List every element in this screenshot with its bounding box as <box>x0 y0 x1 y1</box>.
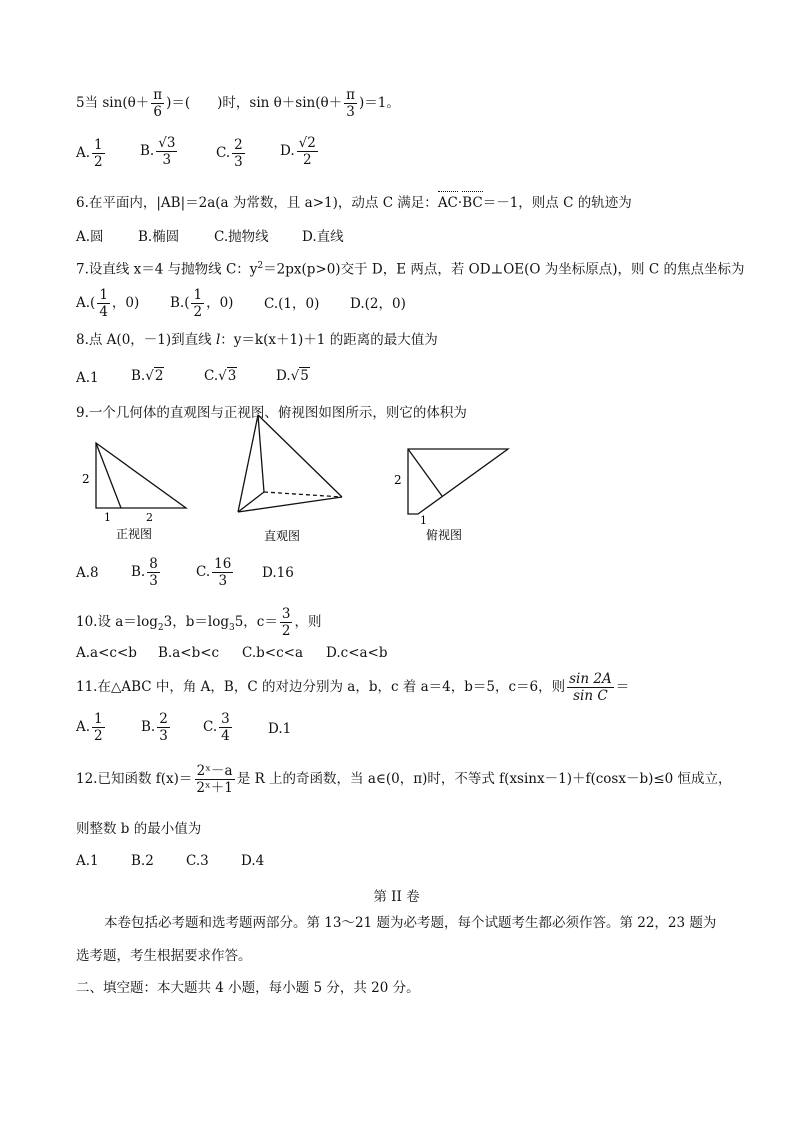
top-view-outline <box>408 449 508 514</box>
q8-option-c: C.√3 <box>204 368 237 384</box>
q5-option-b: B. $\frac{√3}{3}$ <box>140 135 176 169</box>
part2-intro-line2: 选考题，考生根据要求作答。 <box>76 948 252 964</box>
vector-bc: BC <box>462 197 483 211</box>
q7-stem: 7.设直线 x＝4 与抛物线 C：$y^2=2px(p>0)$交于 D，E 两点，若 OD⊥OE(O 为坐标原点)，则 C 的焦点坐标为 <box>76 261 745 278</box>
q12-option-a: A.1 <box>76 853 99 869</box>
q9-option-d: D.16 <box>262 565 294 581</box>
q7-option-a: A.( $\frac{1}{4}$ ，0) <box>76 287 140 321</box>
q12-option-c: C.3 <box>186 853 209 869</box>
top-view-figure <box>390 446 520 546</box>
pi-over-3: $\frac{\pi}{3}$ <box>346 87 355 121</box>
fill-in-section-heading: 二、填空题：本大题共 4 小题，每小题 5 分，共 20 分。 <box>76 980 420 996</box>
perspective-view-figure <box>230 410 350 545</box>
q5-option-c: C. $\frac{2}{3}$ <box>216 137 243 171</box>
q10-stem: 10.设 $a=\log_23$，$b=\log_35$，c＝ $\frac{3}{2}$ ，则 <box>76 606 322 640</box>
q10-option-b: B.a<b<c <box>158 645 220 661</box>
top-view-caption: 俯视图 <box>426 528 463 542</box>
front-view-outline <box>96 443 186 508</box>
q6-stem: 6.在平面内，|AB|＝2a(a 为常数，且 a>1)，动点 C 满足： AC· BC＝－1，则点 C 的轨迹为 <box>76 197 632 211</box>
top-view-height-label: 2 <box>394 473 402 487</box>
q6-option-d: D.直线 <box>302 229 344 245</box>
q9-option-a: A.8 <box>76 565 99 581</box>
q9-option-b: B. $\frac{8}{3}$ <box>131 556 158 590</box>
q7-option-c: C.(1，0) <box>264 296 320 312</box>
q6-option-c: C.抛物线 <box>214 229 269 245</box>
q12-option-d: D.4 <box>241 853 265 869</box>
front-view-figure <box>76 438 196 543</box>
q10-option-c: C.b<c<a <box>242 645 304 661</box>
q11-stem: 11.在△ABC 中，角 A，B，C 的对边分别为 a，b，c 着 a＝4，b＝5，c＝6，则 $\frac{\sin 2A}{\text{sin C}}$ ＝ <box>76 671 630 705</box>
q8-option-b: B.√2 <box>131 368 164 384</box>
vector-ac: AC <box>438 197 458 211</box>
q10-option-a: A.a<c<b <box>76 645 137 661</box>
top-view-inner-edge <box>408 449 442 496</box>
q10-option-d: D.c<a<b <box>326 645 388 661</box>
q12-stem-cont: 则整数 b 的最小值为 <box>76 821 202 837</box>
q7-option-b: B.( $\frac{1}{2}$ ，0) <box>170 287 234 321</box>
front-view-height-label: 2 <box>82 472 90 486</box>
pi-over-6: $\frac{\pi}{6}$ <box>153 87 163 121</box>
top-view-b1-label: 1 <box>420 514 427 527</box>
front-view-caption: 正视图 <box>116 527 153 541</box>
q11-option-b: B. $\frac{2}{3}$ <box>141 711 168 745</box>
q9-stem: 9.一个几何体的直观图与正视图、俯视图如图所示，则它的体积为 <box>76 405 467 421</box>
q5-stem: 5当 sin(θ＋ $\frac{\pi}{6}$ )＝( )时，sin θ＋sin(θ＋ $\frac{\pi}{3}$ )＝1。 <box>76 87 400 121</box>
q8-option-d: D.√5 <box>276 368 309 384</box>
q6-option-b: B.椭圆 <box>138 229 180 245</box>
q5-option-a: A. $\frac{1}{2}$ <box>76 137 103 171</box>
part2-intro-line1: 本卷包括必考题和选考题两部分。第 13～21 题为必考题，每个试题考生都必须作答。第 22，23 题为 <box>104 915 717 931</box>
q9-option-c: C. $\frac{16}{3}$ <box>196 556 232 590</box>
q8-stem: 8.点 A(0，－1)到直线 l：y＝k(x＋1)＋1 的距离的最大值为 <box>76 332 438 348</box>
front-view-b1-label: 1 <box>104 511 111 524</box>
q5-option-d: D. $\frac{√2}{2}$ <box>280 135 316 169</box>
q6-option-a: A.圆 <box>76 229 104 245</box>
q11-option-c: C. $\frac{3}{4}$ <box>203 711 230 745</box>
q12-stem: 12.已知函数 f(x)＝ $\frac{\text{2ˣ－a}}{\text{2ˣ＋1}}$ 是 R 上的奇函数，当 a∈(0，π)时，不等式 f(xsinx－1)＋f(cosx－b)≤0 恒成立， <box>76 763 732 797</box>
front-view-b2-label: 2 <box>146 511 153 524</box>
q11-option-a: A. $\frac{1}{2}$ <box>76 711 103 745</box>
perspective-view-caption: 直观图 <box>264 529 301 543</box>
q7-option-d: D.(2，0) <box>350 296 406 312</box>
q11-option-d: D.1 <box>268 721 292 737</box>
q12-option-b: B.2 <box>131 853 154 869</box>
q8-option-a: A.1 <box>76 370 99 386</box>
part2-title: 第 II 卷 <box>373 889 420 905</box>
